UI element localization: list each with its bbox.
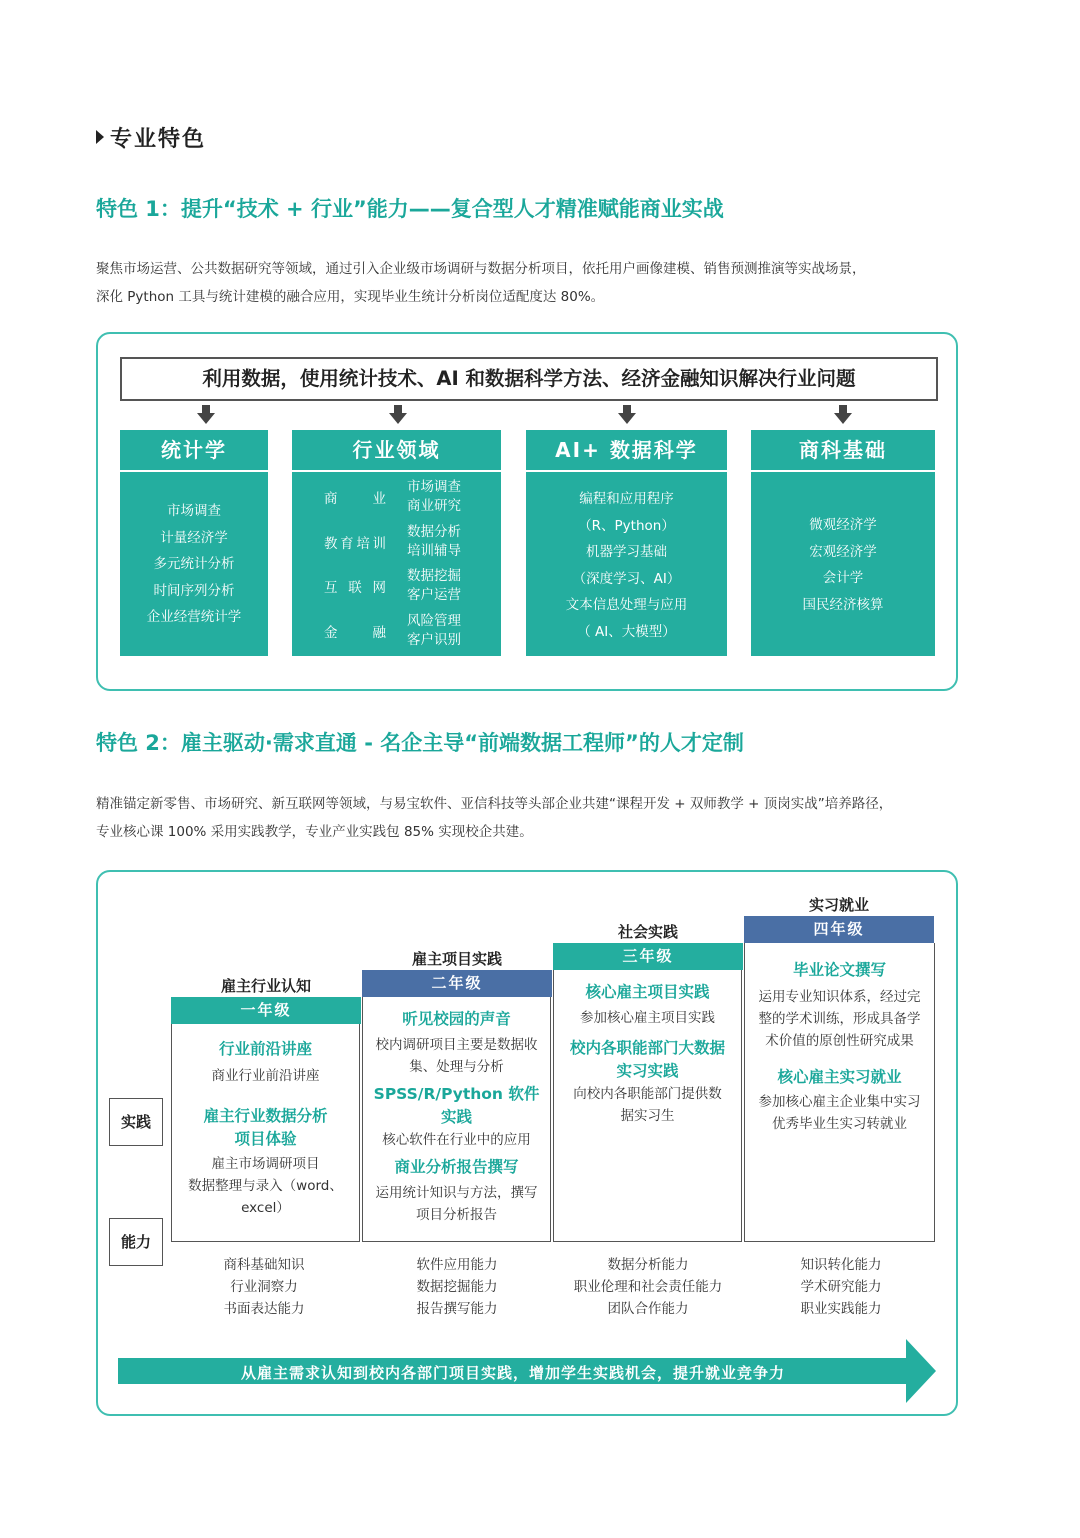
feature2-paragraph-line: 专业核心课 100% 采用实践教学，专业产业实践包 85% 实现校企共建。	[96, 824, 533, 840]
column-item: 市场调查	[167, 503, 221, 519]
ability-item: 商科基础知识	[223, 1257, 305, 1273]
feature2-paragraph	[96, 790, 976, 846]
column-business-basics	[751, 430, 935, 656]
stage-item-desc: 校内调研项目主要是数据收	[375, 1037, 538, 1053]
stage-label: 实习就业	[808, 896, 869, 914]
ability-list	[746, 1254, 936, 1320]
column-item: （ AI、大模型）	[577, 623, 676, 640]
column-title: 行业领域	[292, 430, 501, 472]
industry-sub: 客户运营	[407, 587, 461, 603]
column-item: 多元统计分析	[153, 556, 235, 572]
industry-row	[292, 609, 501, 653]
stage-item-desc: 整的学术训练，形成具备学	[758, 1011, 921, 1027]
column-item: 时间序列分析	[153, 582, 235, 599]
stage-item-title: 实习实践	[616, 1062, 679, 1080]
triangle-bullet-icon	[96, 130, 104, 144]
stage-item-desc: 运用统计知识与方法，撰写	[375, 1185, 538, 1201]
column-item: 微观经济学	[809, 517, 877, 533]
industry-row	[292, 475, 501, 519]
stage-content	[172, 1024, 359, 1219]
ability-list	[169, 1254, 359, 1320]
grade-bar: 四年级	[744, 916, 934, 943]
stage-box-year3	[553, 970, 742, 1242]
section-title: 专业特色	[110, 127, 207, 152]
progress-arrow-text: 从雇主需求认知到校内各部门项目实践，增加学生实践机会，提升就业竞争力	[240, 1364, 785, 1382]
column-title: 统计学	[120, 430, 268, 472]
stage-box-year4	[744, 943, 935, 1242]
ability-item: 数据挖掘能力	[416, 1279, 498, 1295]
stage-item-desc: 运用专业知识体系，经过完	[758, 989, 921, 1005]
section-heading	[96, 122, 206, 153]
column-item: 文本信息处理与应用	[565, 597, 688, 613]
stage-label: 雇主项目实践	[411, 950, 502, 968]
column-list	[751, 472, 935, 618]
industry-row	[292, 520, 501, 564]
ability-item: 行业洞察力	[230, 1279, 298, 1295]
ability-item: 数据分析能力	[607, 1257, 689, 1273]
down-arrow-icon	[196, 405, 216, 425]
feature2-title: 特色 2：雇主驱动·需求直通 - 名企主导“前端数据工程师”的人才定制	[96, 731, 744, 755]
stage-item-title: 听见校园的声音	[402, 1010, 511, 1028]
side-tag-ability: 能力	[109, 1218, 163, 1266]
industry-subs	[407, 567, 461, 605]
stage-label: 社会实践	[617, 923, 678, 941]
stage-item-desc: 核心软件在行业中的应用	[382, 1132, 531, 1148]
industry-subs	[407, 523, 461, 561]
column-ai-data-science	[526, 430, 727, 656]
column-item: （深度学习、AI）	[572, 570, 681, 587]
industry-sub: 商业研究	[407, 498, 461, 514]
stage-item-title: 核心雇主实习就业	[777, 1068, 902, 1086]
industry-sub: 市场调查	[407, 479, 461, 495]
stage-item-title: 核心雇主项目实践	[585, 983, 710, 1001]
stage-item-desc: 向校内各职能部门提供数	[573, 1086, 722, 1102]
stage-item-title: 项目体验	[234, 1130, 297, 1148]
stage-item-title: SPSS/R/Python 软件	[373, 1085, 540, 1103]
stage-content	[554, 970, 741, 1127]
stage-item-desc: 术价值的原创性研究成果	[765, 1033, 914, 1049]
feature1-paragraph	[96, 255, 976, 311]
feature1-banner: 利用数据，使用统计技术、AI 和数据科学方法、经济金融知识解决行业问题	[120, 357, 938, 401]
industry-name: 互联网	[324, 580, 386, 596]
column-title: 商科基础	[751, 430, 935, 472]
grade-bar: 一年级	[171, 997, 361, 1024]
stage-item-desc: 参加核心雇主项目实践	[580, 1010, 715, 1026]
down-arrow-icon	[388, 405, 408, 425]
industry-subs	[407, 612, 461, 650]
industry-sub: 风险管理	[407, 613, 461, 629]
industry-name: 金融	[324, 625, 386, 641]
column-list	[526, 472, 727, 645]
stage-box-year1	[171, 1024, 360, 1242]
stage-item-title: 行业前沿讲座	[218, 1040, 312, 1058]
industry-name: 教育培训	[324, 536, 386, 552]
column-title: AI+ 数据科学	[526, 430, 727, 472]
down-arrow-icon	[833, 405, 853, 425]
column-item: 计量经济学	[160, 529, 228, 546]
industry-sub: 数据分析	[407, 524, 461, 540]
industry-subs	[407, 478, 461, 516]
stage-item-desc: 集、处理与分析	[409, 1059, 504, 1075]
feature2-paragraph-line: 精准锚定新零售、市场研究、新互联网等领域，与易宝软件、亚信科技等头部企业共建“课程开发 + 双师教学 + 顶岗实战”培养路径，	[96, 796, 893, 812]
stage-item-desc: 优秀毕业生实习转就业	[772, 1116, 907, 1132]
ability-item: 职业实践能力	[800, 1301, 882, 1317]
stage-content	[363, 997, 550, 1226]
stage-item-desc: 据实习生	[620, 1108, 675, 1124]
column-list	[120, 472, 268, 631]
column-item: 国民经济核算	[802, 596, 884, 613]
stage-item-desc: 项目分析报告	[416, 1207, 497, 1223]
ability-item: 团队合作能力	[607, 1301, 689, 1317]
industry-sub: 培训辅导	[407, 543, 461, 559]
industry-sub: 客户识别	[407, 632, 461, 648]
column-item: 宏观经济学	[809, 543, 877, 560]
column-industry	[292, 430, 501, 656]
industry-name: 商业	[324, 491, 386, 507]
grade-bar: 二年级	[362, 970, 552, 997]
side-tag-practice: 实践	[109, 1098, 163, 1146]
stage-item-desc: 数据整理与录入（word、	[188, 1178, 343, 1194]
column-item: 企业经营统计学	[146, 609, 242, 625]
down-arrow-icon	[617, 405, 637, 425]
stage-item-desc: 参加核心雇主企业集中实习	[758, 1094, 921, 1110]
column-item: 会计学	[822, 570, 864, 586]
stage-box-year2	[362, 997, 551, 1242]
column-statistics	[120, 430, 268, 656]
stage-item-title: 实践	[440, 1108, 472, 1126]
stage-item-title: 雇主行业数据分析	[203, 1107, 328, 1125]
ability-item: 知识转化能力	[800, 1257, 882, 1273]
ability-list	[362, 1254, 552, 1320]
stage-item-desc: 雇主市场调研项目	[211, 1156, 320, 1172]
stage-item-desc: excel）	[241, 1200, 290, 1216]
stage-content	[745, 943, 934, 1135]
industry-row	[292, 564, 501, 608]
column-item: 机器学习基础	[586, 544, 667, 560]
column-item: 编程和应用程序	[579, 491, 674, 507]
ability-item: 报告撰写能力	[416, 1301, 498, 1317]
stage-item-desc: 商业行业前沿讲座	[211, 1068, 320, 1084]
feature1-title: 特色 1：提升“技术 + 行业”能力——复合型人才精准赋能商业实战	[96, 197, 724, 221]
stage-item-title: 商业分析报告撰写	[394, 1158, 519, 1176]
column-item: （R、Python）	[578, 517, 675, 534]
grade-bar: 三年级	[553, 943, 743, 970]
stage-item-title: 校内各职能部门大数据	[569, 1039, 725, 1057]
feature1-paragraph-line: 深化 Python 工具与统计建模的融合应用，实现毕业生统计分析岗位适配度达 80%。	[96, 289, 605, 305]
feature1-paragraph-line: 聚焦市场运营、公共数据研究等领域，通过引入企业级市场调研与数据分析项目，依托用户画像建模、销售预测推演等实战场景，	[96, 261, 866, 277]
stage-item-title: 毕业论文撰写	[792, 961, 886, 979]
ability-item: 学术研究能力	[800, 1279, 882, 1295]
ability-item: 软件应用能力	[416, 1257, 498, 1273]
ability-item: 书面表达能力	[223, 1301, 305, 1317]
ability-list	[553, 1254, 743, 1320]
ability-item: 职业伦理和社会责任能力	[573, 1279, 723, 1295]
industry-sub: 数据挖掘	[407, 568, 461, 584]
stage-label: 雇主行业认知	[220, 977, 311, 995]
